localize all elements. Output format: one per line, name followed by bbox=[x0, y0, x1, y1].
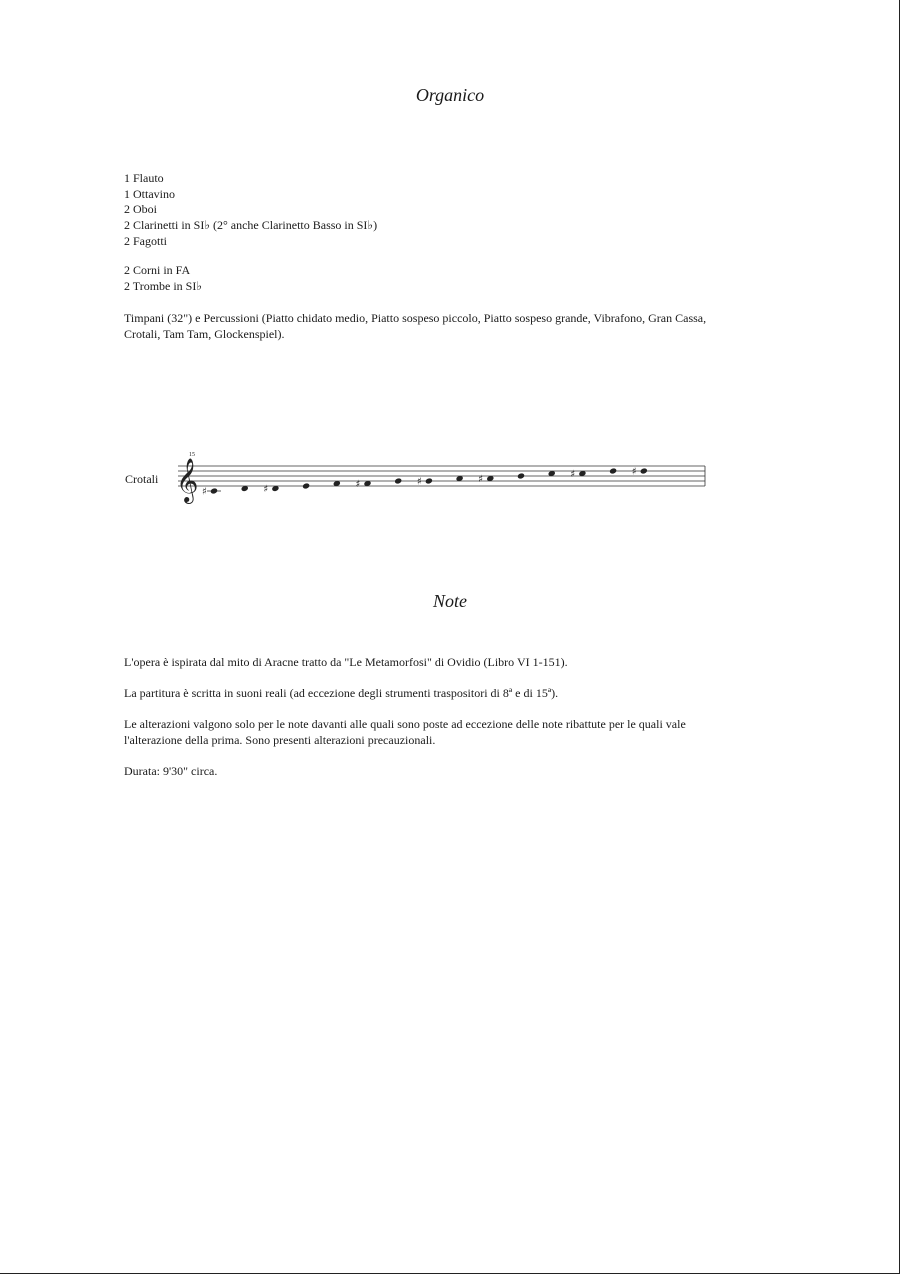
note-head bbox=[640, 467, 648, 474]
note-title: Note bbox=[433, 591, 467, 611]
treble-clef-icon: 𝄞 bbox=[176, 458, 199, 502]
sharp-icon: ♯ bbox=[478, 474, 484, 485]
note-paragraph bbox=[124, 717, 804, 748]
instrument-line: 2 Clarinetti in SI♭ (2° anche Clarinetto Basso in SI♭) bbox=[124, 218, 378, 233]
note-head bbox=[394, 477, 402, 484]
organico-title: Organico bbox=[415, 85, 485, 105]
instrument-line: 2 Fagotti bbox=[124, 233, 168, 248]
instrument-line: 2 Trombe in SI♭ bbox=[124, 278, 203, 293]
woodwinds-list bbox=[124, 171, 804, 250]
note-line: l'alterazione della prima. Sono presenti alterazioni precauzionali. bbox=[124, 733, 436, 748]
sharp-icon: ♯ bbox=[263, 484, 269, 495]
note bbox=[202, 487, 221, 498]
instrument-line: 2 Corni in FA bbox=[124, 263, 191, 277]
note-line: L'opera è ispirata dal mito di Aracne tratto da "Le Metamorfosi" di Ovidio (Libro VI 1-151). bbox=[124, 655, 568, 669]
note bbox=[609, 467, 617, 474]
note-head bbox=[517, 472, 525, 479]
note-head bbox=[210, 487, 218, 494]
note-line: La partitura è scritta in suoni reali (ad eccezione degli strumenti traspositori di 8ª e di 15ª). bbox=[124, 686, 559, 701]
note-head bbox=[425, 477, 433, 484]
sharp-icon: ♯ bbox=[631, 466, 637, 478]
note-paragraph bbox=[124, 686, 804, 702]
percussion-line: Crotali, Tam Tam, Glockenspiel). bbox=[124, 326, 285, 341]
sharp-icon: ♯ bbox=[355, 479, 361, 490]
clef-ottava-marking: 15 bbox=[189, 452, 195, 458]
note-paragraph bbox=[124, 655, 804, 671]
sharp-icon: ♯ bbox=[202, 486, 207, 498]
sharp-icon: ♯ bbox=[570, 469, 576, 480]
note-line: Durata: 9'30" circa. bbox=[124, 764, 218, 779]
instrument-line: 1 Flauto bbox=[124, 171, 164, 185]
percussion-line: Timpani (32") e Percussioni (Piatto chidato medio, Piatto sospeso piccolo, Piatto sospeso grande, Vibrafono, Gran Cassa, bbox=[124, 311, 707, 325]
crotali-staff bbox=[170, 445, 730, 510]
staff-lines bbox=[178, 466, 705, 486]
instrument-line: 2 Oboi bbox=[124, 202, 157, 217]
notes-paragraphs bbox=[124, 655, 804, 796]
note-paragraph bbox=[124, 764, 804, 780]
percussion-list bbox=[124, 311, 804, 342]
brass-list bbox=[124, 263, 804, 294]
note-head bbox=[609, 467, 617, 474]
note bbox=[394, 477, 402, 484]
note bbox=[517, 472, 525, 479]
instrument-line: 1 Ottavino bbox=[124, 186, 175, 201]
note-head bbox=[302, 482, 310, 489]
note bbox=[302, 482, 310, 489]
staff-instrument-label: Crotali bbox=[125, 472, 159, 486]
note-line: Le alterazioni valgono solo per le note davanti alle quali sono poste ad eccezione delle note ribattute per le quali vale bbox=[124, 717, 686, 732]
sharp-icon: ♯ bbox=[416, 476, 422, 488]
